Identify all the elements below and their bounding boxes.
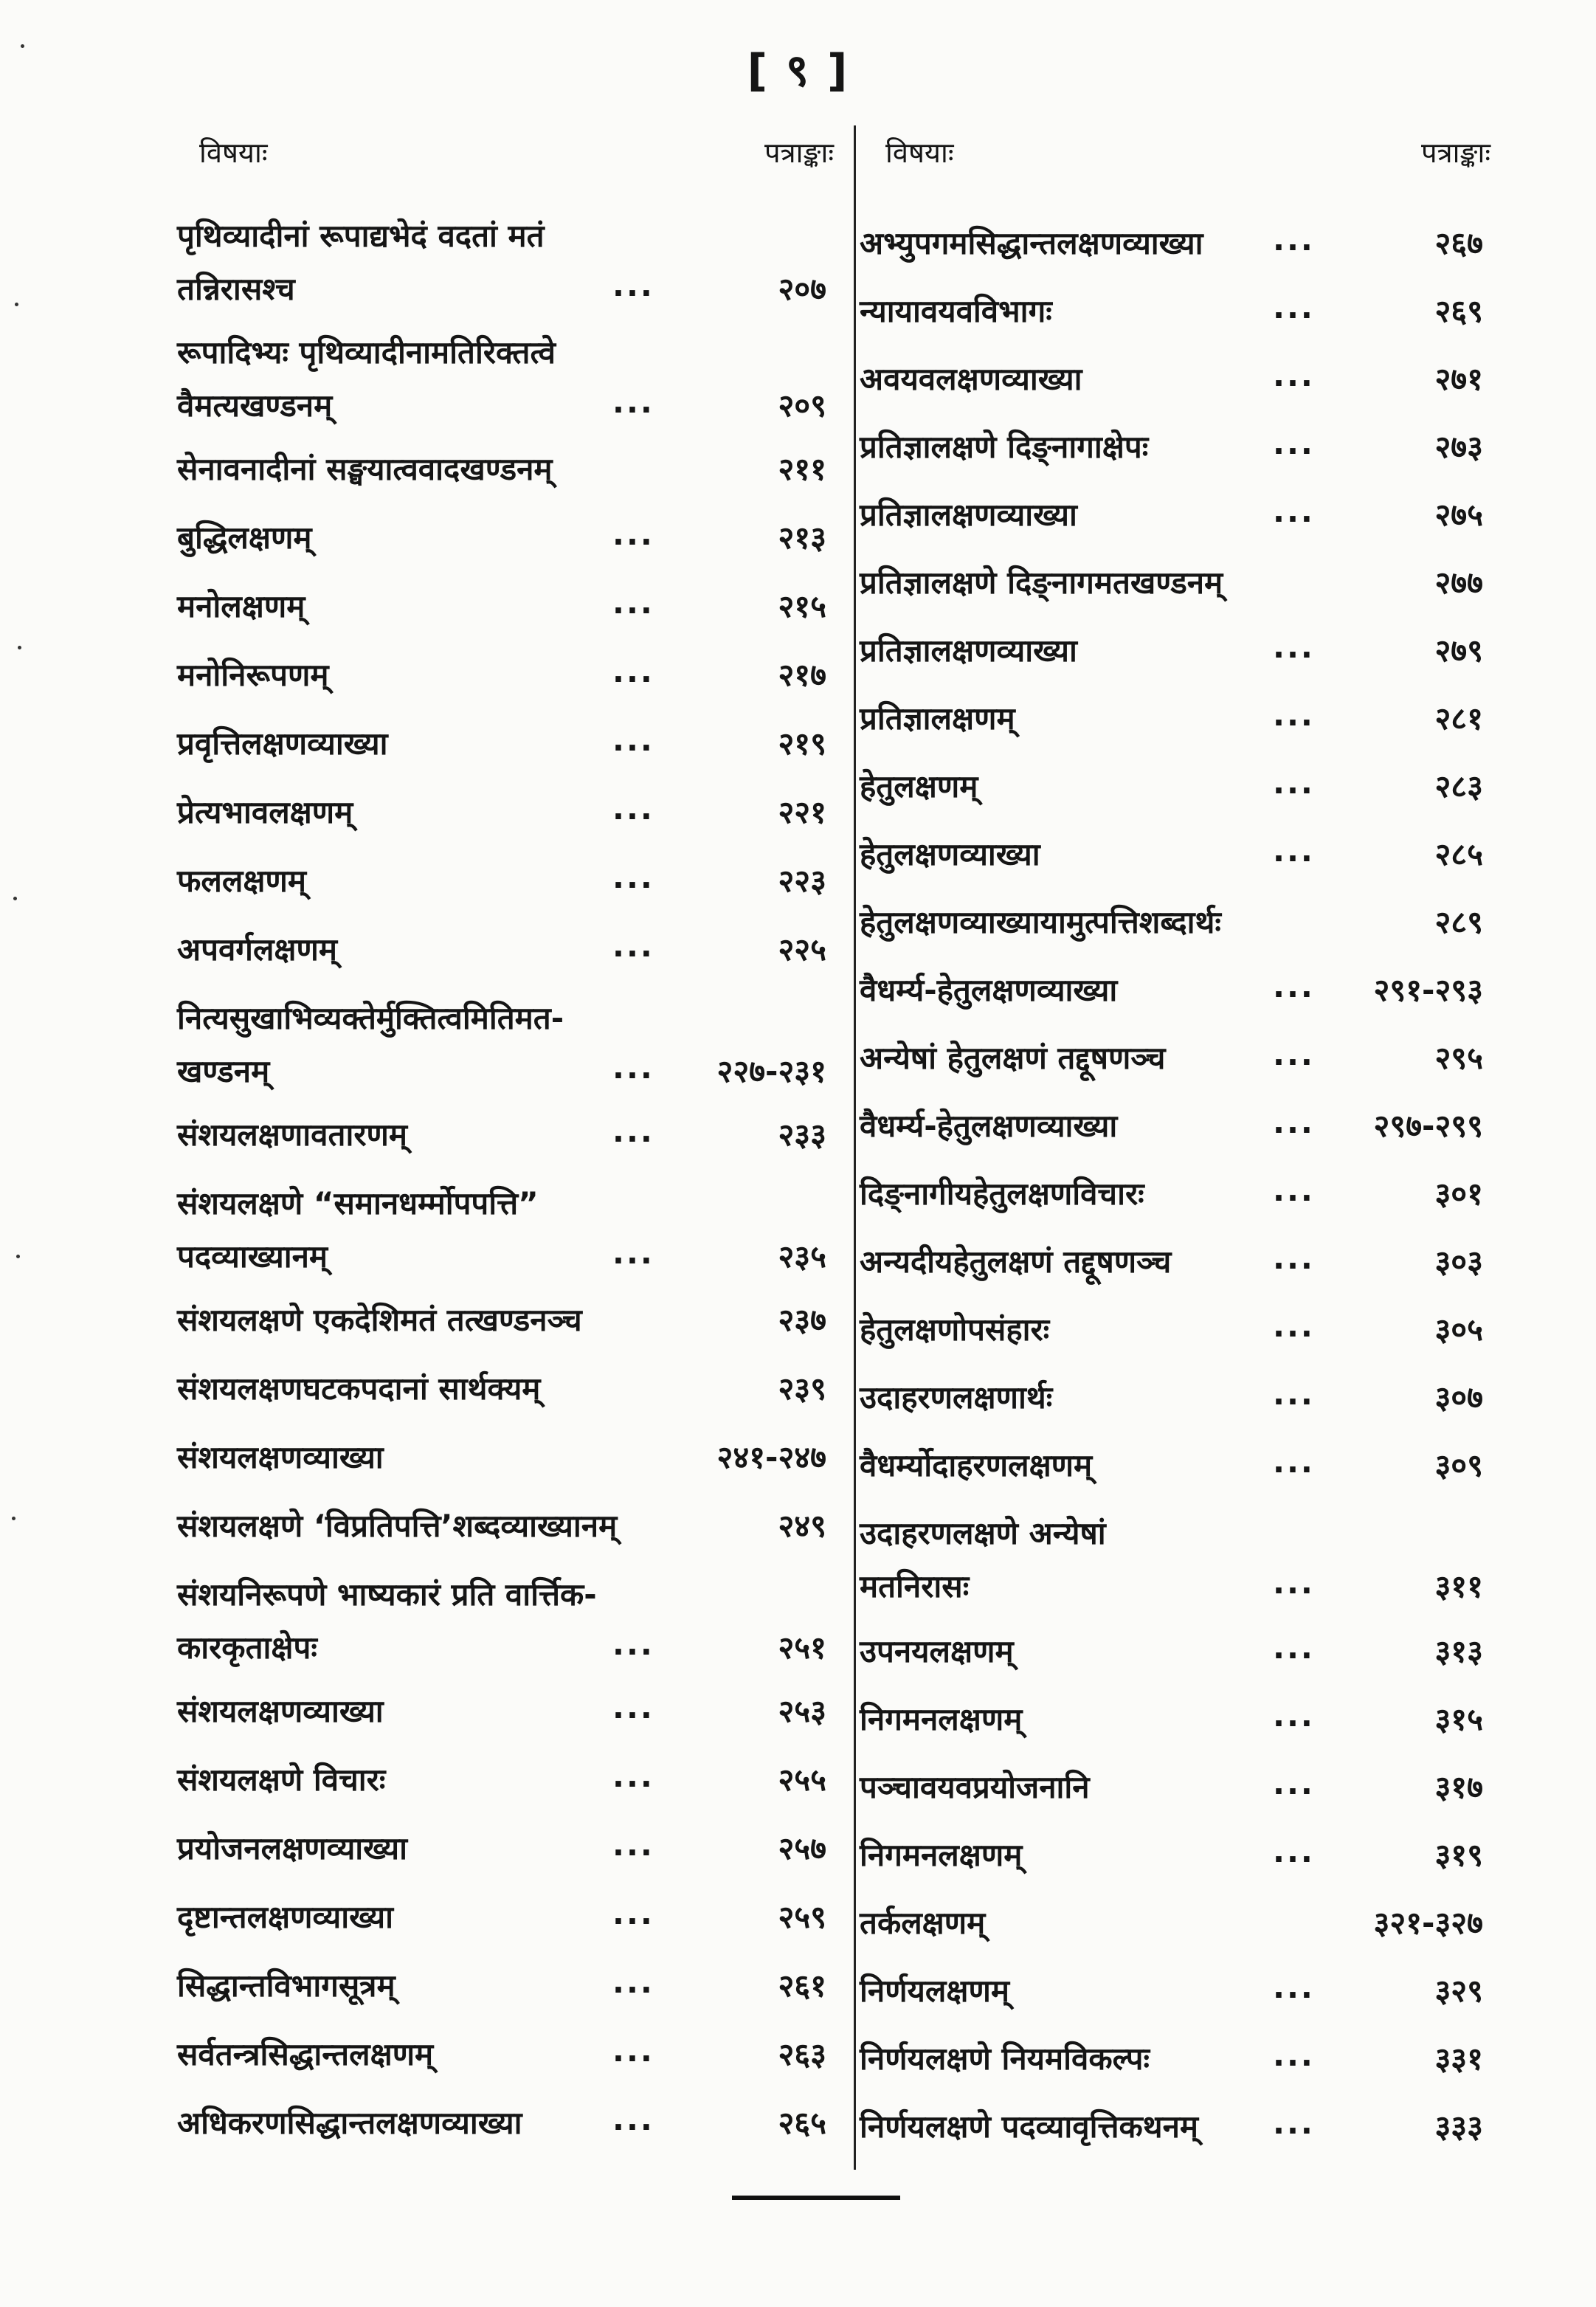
toc-entry-page: २१५: [778, 588, 826, 624]
toc-entry-page: २२५: [778, 931, 826, 968]
leader-dots: ...: [1273, 1104, 1315, 1140]
toc-entry-page: ३१३: [1434, 1633, 1483, 1669]
toc-entry-title: संशयलक्षणे “समानधर्म्मोपपत्ति”: [177, 1185, 539, 1221]
toc-entry-title: संशयलक्षणे विचारः: [177, 1762, 386, 1798]
toc-entry-title: हेतुलक्षणव्याख्या: [860, 836, 1040, 872]
subject-header: विषयाः: [199, 137, 268, 169]
toc-entry-page: २७१: [1434, 361, 1483, 397]
margin-mark: [21, 44, 24, 48]
leader-dots: ...: [612, 384, 654, 420]
toc-entry-title: सेनावनादीनां सङ्घयात्ववादखण्डनम्: [177, 451, 553, 487]
leader-dots: ...: [1273, 2037, 1315, 2073]
leader-dots: ...: [612, 2032, 654, 2069]
toc-entry-title: हेतुलक्षणव्याख्यायामुत्पत्तिशब्दार्थः: [860, 904, 1221, 940]
toc-entry-title: मनोनिरूपणम्: [177, 657, 329, 693]
toc-entry-page: २९७-२९९: [1373, 1108, 1483, 1144]
toc-entry-title: हेतुलक्षणोपसंहारः: [860, 1311, 1050, 1348]
margin-mark: [16, 1255, 20, 1258]
toc-entry-title: सिद्धान्तविभागसूत्रम्: [177, 1968, 395, 2004]
leader-dots: ...: [1273, 968, 1315, 1004]
toc-entry-page: ३२९: [1434, 1973, 1483, 2009]
toc-entry-page: २०७: [778, 271, 826, 307]
toc-entry-page: २७३: [1434, 429, 1483, 465]
toc-entry-page: २७९: [1434, 632, 1483, 669]
page-header: पत्राङ्काः: [1421, 137, 1490, 169]
toc-entry-title: निर्णयलक्षणे नियमविकल्पः: [860, 2041, 1150, 2077]
leader-dots: ...: [1273, 1376, 1315, 1412]
toc-entry-title: वैमत्यखण्डनम्: [177, 387, 333, 424]
leader-dots: ...: [612, 1827, 654, 1863]
leader-dots: ...: [612, 790, 654, 827]
toc-entry-title: अपवर्गलक्षणम्: [177, 931, 338, 968]
leader-dots: ...: [1273, 357, 1315, 393]
leader-dots: ...: [612, 653, 654, 689]
leader-dots: ...: [1273, 697, 1315, 733]
leader-dots: ...: [1273, 765, 1315, 801]
margin-mark: [13, 897, 17, 900]
toc-entry-title: संशयनिरूपणे भाष्यकारं प्रति वार्त्तिक-: [177, 1576, 597, 1613]
toc-entry-page: २८९: [1434, 904, 1483, 940]
leader-dots: ...: [1273, 2105, 1315, 2141]
toc-entry-title: वैधर्म्य-हेतुलक्षणव्याख्या: [860, 1108, 1118, 1144]
toc-entry-page: २६९: [1434, 293, 1483, 329]
toc-entry-title: दृष्टान्तलक्षणव्याख्या: [177, 1899, 393, 1935]
toc-entry-title: निगमनलक्षणम्: [860, 1701, 1023, 1737]
toc-entry-title: तन्निरासश्च: [177, 271, 295, 307]
toc-entry-page: ३०१: [1434, 1176, 1483, 1212]
toc-entry-title: निर्णयलक्षणे पदव्यावृत्तिकथनम्: [860, 2108, 1199, 2145]
toc-entry-page: २२७-२३१: [716, 1053, 826, 1089]
toc-entry-title: प्रतिज्ञालक्षणे दिङ्नागाक्षेपः: [860, 429, 1149, 465]
toc-entry-title: अधिकरणसिद्धान्तलक्षणव्याख्या: [177, 2105, 522, 2141]
toc-entry-page: ३३३: [1434, 2108, 1483, 2145]
toc-entry-title: वैधर्म्योदाहरणलक्षणम्: [860, 1447, 1093, 1483]
leader-dots: ...: [1273, 629, 1315, 665]
toc-entry-title: रूपादिभ्यः पृथिव्यादीनामतिरिक्तत्वे: [177, 334, 556, 370]
leader-dots: ...: [1273, 1833, 1315, 1869]
toc-entry-page: ३११: [1434, 1568, 1483, 1604]
toc-entry-title: संशयलक्षणघटकपदानां सार्थक्यम्: [177, 1370, 541, 1407]
toc-entry-page: २६३: [778, 2036, 826, 2072]
toc-entry-page: २८१: [1434, 700, 1483, 737]
toc-entry-title: प्रेत्यभावलक्षणम्: [177, 794, 353, 830]
toc-entry-title: न्यायावयवविभागः: [860, 293, 1052, 329]
toc-entry-page: २११: [778, 451, 826, 487]
toc-entry-page: ३१७: [1434, 1769, 1483, 1805]
toc-entry-page: २२१: [778, 794, 826, 830]
toc-entry-page: २५९: [778, 1899, 826, 1935]
toc-entry-title: निगमनलक्षणम्: [860, 1837, 1023, 1873]
toc-entry-title: तर्कलक्षणम्: [860, 1905, 986, 1941]
leader-dots: ...: [612, 1626, 654, 1662]
leader-dots: ...: [612, 1113, 654, 1149]
toc-entry-title: प्रतिज्ञालक्षणे दिङ्नागमतखण्डनम्: [860, 565, 1223, 601]
leader-dots: ...: [1273, 425, 1315, 461]
toc-entry-title: निर्णयलक्षणम्: [860, 1973, 1009, 2009]
toc-entry-title: उदाहरणलक्षणार्थः: [860, 1379, 1053, 1415]
toc-entry-title: पदव्याख्यानम्: [177, 1238, 328, 1275]
toc-entry-title: मतनिरासः: [860, 1568, 970, 1604]
toc-entry-title: उपनयलक्षणम्: [860, 1633, 1014, 1669]
leader-dots: ...: [1273, 1565, 1315, 1601]
toc-entry-page: २६१: [778, 1968, 826, 2004]
leader-dots: ...: [1273, 1630, 1315, 1666]
page-number: [ ९ ]: [747, 45, 849, 97]
toc-entry-title: कारकृताक्षेपः: [177, 1630, 317, 1666]
toc-entry-title: प्रतिज्ञालक्षणम्: [860, 700, 1015, 737]
subject-header: विषयाः: [885, 137, 954, 169]
toc-entry-title: संशयलक्षणावतारणम्: [177, 1117, 407, 1153]
toc-entry-page: २३५: [778, 1238, 826, 1275]
leader-dots: ...: [612, 1964, 654, 2000]
toc-entry-title: अभ्युपगमसिद्धान्तलक्षणव्याख्या: [860, 225, 1203, 261]
leader-dots: ...: [612, 1235, 654, 1271]
toc-entry-page: ३२१-३२७: [1373, 1905, 1483, 1941]
toc-entry-page: २५७: [778, 1830, 826, 1866]
toc-entry-page: २३७: [778, 1302, 826, 1338]
end-rule: [732, 2196, 900, 2200]
toc-entry-title: हेतुलक्षणम्: [860, 768, 978, 804]
leader-dots: ...: [1273, 1308, 1315, 1344]
toc-entry-title: प्रतिज्ञालक्षणव्याख्या: [860, 632, 1077, 669]
leader-dots: ...: [612, 722, 654, 758]
toc-entry-title: बुद्धिलक्षणम्: [177, 520, 312, 556]
leader-dots: ...: [612, 584, 654, 621]
toc-entry-page: ३३१: [1434, 2041, 1483, 2077]
toc-entry-title: अवयवलक्षणव्याख्या: [860, 361, 1082, 397]
toc-entry-title: प्रवृत्तिलक्षणव्याख्या: [177, 725, 388, 762]
toc-entry-title: पञ्चावयवप्रयोजनानि: [860, 1769, 1090, 1805]
leader-dots: ...: [1273, 221, 1315, 258]
toc-entry-title: सर्वतन्त्रसिद्धान्तलक्षणम्: [177, 2036, 434, 2072]
toc-entry-page: ३१९: [1434, 1837, 1483, 1873]
leader-dots: ...: [612, 1689, 654, 1725]
toc-entry-page: २१७: [778, 657, 826, 693]
leader-dots: ...: [1273, 1765, 1315, 1801]
toc-entry-title: संशयलक्षणव्याख्या: [177, 1693, 384, 1729]
toc-entry-title: खण्डनम्: [177, 1053, 270, 1089]
leader-dots: ...: [1273, 1444, 1315, 1480]
leader-dots: ...: [1273, 493, 1315, 529]
toc-entry-title: संशयलक्षणे ‘विप्रतिपत्ति’शब्दव्याख्यानम्: [177, 1508, 618, 1544]
page-header: पत्राङ्काः: [764, 137, 834, 169]
margin-mark: [15, 303, 18, 306]
toc-entry-page: २४१-२४७: [716, 1439, 826, 1475]
toc-entry-title: उदाहरणलक्षणे अन्येषां: [860, 1515, 1106, 1551]
toc-entry-page: ३०९: [1434, 1447, 1483, 1483]
column-divider: [854, 125, 856, 2170]
toc-entry-page: २४९: [778, 1508, 826, 1544]
leader-dots: ...: [612, 1758, 654, 1794]
toc-entry-page: २८३: [1434, 768, 1483, 804]
toc-entry-title: अन्यदीयहेतुलक्षणं तद्दूषणञ्च: [860, 1244, 1172, 1280]
toc-entry-title: दिङ्नागीयहेतुलक्षणविचारः: [860, 1176, 1144, 1212]
toc-entry-title: वैधर्म्य-हेतुलक्षणव्याख्या: [860, 972, 1118, 1008]
leader-dots: ...: [612, 516, 654, 552]
toc-entry-page: २६५: [778, 2105, 826, 2141]
toc-entry-page: २७५: [1434, 497, 1483, 533]
leader-dots: ...: [612, 1049, 654, 1086]
toc-entry-title: मनोलक्षणम्: [177, 588, 305, 624]
toc-entry-title: फललक्षणम्: [177, 863, 306, 899]
toc-entry-page: २३९: [778, 1370, 826, 1407]
toc-entry-title: अन्येषां हेतुलक्षणं तद्दूषणञ्च: [860, 1040, 1166, 1076]
leader-dots: ...: [1273, 1969, 1315, 2005]
leader-dots: ...: [1273, 1036, 1315, 1072]
leader-dots: ...: [612, 2101, 654, 2137]
leader-dots: ...: [1273, 1697, 1315, 1734]
margin-mark: [12, 1517, 15, 1520]
toc-entry-page: २७७: [1434, 565, 1483, 601]
margin-mark: [18, 646, 21, 649]
leader-dots: ...: [612, 859, 654, 895]
toc-entry-page: २५५: [778, 1762, 826, 1798]
toc-entry-page: ३०५: [1434, 1311, 1483, 1348]
leader-dots: ...: [1273, 1240, 1315, 1276]
toc-entry-page: ३०३: [1434, 1244, 1483, 1280]
leader-dots: ...: [612, 928, 654, 964]
toc-entry-page: २९१-२९३: [1373, 972, 1483, 1008]
toc-entry-page: २१३: [778, 520, 826, 556]
toc-entry-page: ३१५: [1434, 1701, 1483, 1737]
toc-entry-page: ३०७: [1434, 1379, 1483, 1415]
toc-entry-page: २२३: [778, 863, 826, 899]
toc-entry-page: २६७: [1434, 225, 1483, 261]
toc-entry-title: प्रतिज्ञालक्षणव्याख्या: [860, 497, 1077, 533]
leader-dots: ...: [612, 267, 654, 303]
toc-entry-title: नित्यसुखाभिव्यक्तेर्मुक्तित्वमितिमत-: [177, 1000, 564, 1036]
leader-dots: ...: [1273, 1172, 1315, 1208]
toc-entry-page: २३३: [778, 1117, 826, 1153]
toc-entry-title: संशयलक्षणे एकदेशिमतं तत्खण्डनञ्च: [177, 1302, 582, 1338]
toc-entry-page: २८५: [1434, 836, 1483, 872]
toc-entry-title: प्रयोजनलक्षणव्याख्या: [177, 1830, 407, 1866]
toc-entry-title: संशयलक्षणव्याख्या: [177, 1439, 384, 1475]
toc-entry-page: २५१: [778, 1630, 826, 1666]
leader-dots: ...: [612, 1895, 654, 1931]
toc-entry-page: २५३: [778, 1693, 826, 1729]
leader-dots: ...: [1273, 832, 1315, 869]
leader-dots: ...: [1273, 289, 1315, 325]
toc-entry-page: २०९: [778, 387, 826, 424]
toc-entry-page: २१९: [778, 725, 826, 762]
toc-entry-title: पृथिव्यादीनां रूपाद्यभेदं वदतां मतं: [177, 218, 545, 254]
toc-entry-page: २९५: [1434, 1040, 1483, 1076]
